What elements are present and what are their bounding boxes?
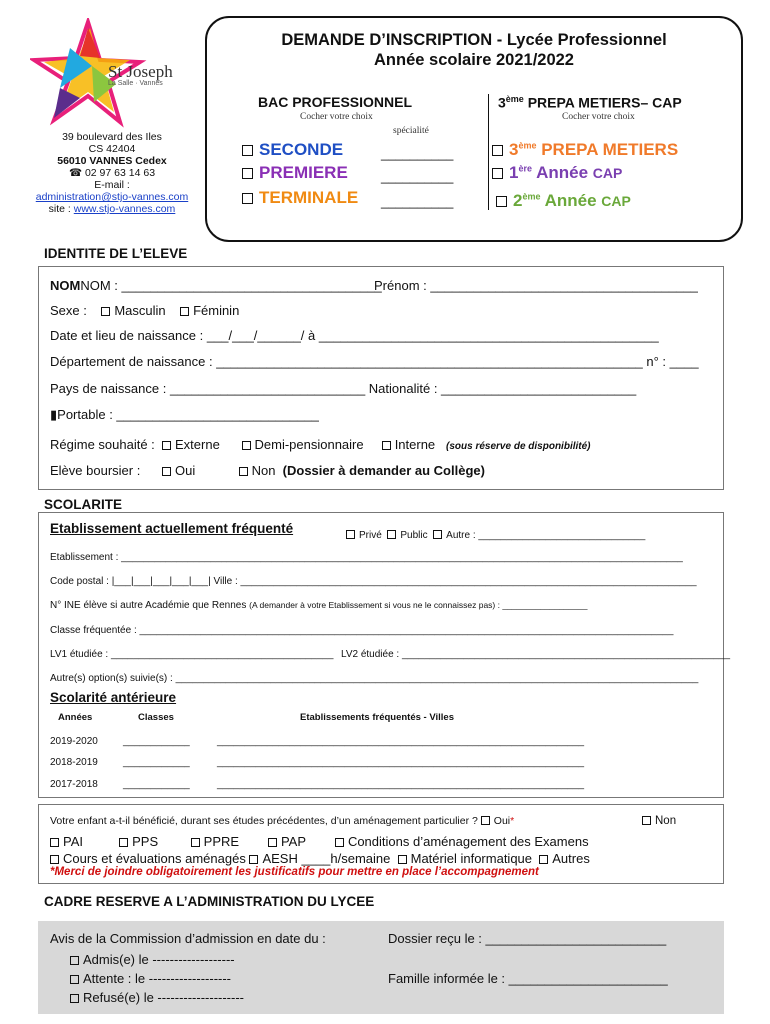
history-row[interactable]: 2019-2020 ____________ __________________________________________________________________ — [50, 736, 585, 747]
option-prepa-metiers[interactable]: 3ème PREPA METIERS — [492, 140, 678, 160]
lv1-field[interactable]: LV1 étudiée : ________________________________________ — [50, 649, 334, 660]
classe-field[interactable]: Classe fréquentée : ________________________________________________________________________________________________ — [50, 625, 674, 636]
option-terminale[interactable]: TERMINALE — [242, 188, 358, 208]
admin-admis: Admis(e) le ------------------- — [70, 952, 235, 967]
logo-name: St Joseph — [108, 62, 173, 81]
col-annees: Années — [58, 712, 93, 723]
option-seconde[interactable]: SECONDE — [242, 140, 343, 160]
admin-title: CADRE RESERVE A L’ADMINISTRATION DU LYCEE — [44, 894, 375, 909]
portable-field[interactable]: ▮Portable : ____________________________ — [50, 407, 319, 422]
amenagement-row2: Cours et évaluations aménagés AESH ____h/semaine Matériel informatique Autres — [50, 851, 590, 866]
terminale-specialite-blank[interactable]: __________ — [381, 194, 454, 209]
materiel-checkbox[interactable] — [398, 855, 407, 864]
premiere-checkbox[interactable] — [242, 168, 253, 179]
address-email-label: E-mail : — [94, 179, 130, 191]
address-phone: ☎ 02 97 63 14 63 — [68, 167, 156, 179]
departement-field[interactable]: Département de naissance : ___________________________________________________________ n° : ____ — [50, 354, 699, 369]
terminale-checkbox[interactable] — [242, 193, 253, 204]
logo-subname: La Salle · Vannes — [108, 80, 163, 87]
amenagement-oui-checkbox[interactable] — [481, 816, 490, 825]
premiere-specialite-blank[interactable]: __________ — [381, 169, 454, 184]
identite-box — [38, 266, 724, 490]
amenagement-row1: PAI PPS PPRE PAP Conditions d’aménagement des Examens — [50, 834, 589, 849]
conditions-checkbox[interactable] — [335, 838, 344, 847]
address-block — [12, 131, 212, 215]
lv2-field[interactable]: LV2 étudiée : ___________________________________________________________ — [341, 649, 731, 660]
autre-checkbox[interactable] — [433, 530, 442, 539]
address-city: 56010 VANNES Cedex — [57, 155, 167, 167]
cap1-checkbox[interactable] — [492, 168, 503, 179]
pays-field[interactable]: Pays de naissance : ___________________________ Nationalité : ___________________________ — [50, 381, 637, 396]
public-checkbox[interactable] — [387, 530, 396, 539]
col-classes: Classes — [138, 712, 174, 723]
seconde-checkbox[interactable] — [242, 145, 253, 156]
phone-icon: ▮ — [50, 407, 58, 422]
scolarite-title: SCOLARITE — [44, 497, 123, 512]
etab-actuel-title: Etablissement actuellement fréquenté — [50, 521, 294, 536]
code-postal-field[interactable]: Code postal : |___|___|___|___|___| Ville : __________________________________________________________________________________ — [50, 576, 697, 587]
admin-avis: Avis de la Commission d’admission en date du : — [50, 931, 326, 946]
autres-checkbox[interactable] — [539, 855, 548, 864]
type-etab-row: Privé Public Autre : ______________________________ — [346, 530, 645, 541]
anterieure-title: Scolarité antérieure — [50, 690, 177, 705]
amenagement-note: *Merci de joindre obligatoirement les justificatifs pour mettre en place l’accompagnement — [50, 866, 539, 878]
specialite-label: spécialité — [393, 126, 429, 136]
bac-hint: Cocher votre choix — [300, 112, 373, 122]
sexe-row: Sexe : Masculin Féminin — [50, 303, 240, 318]
externe-checkbox[interactable] — [162, 441, 171, 450]
form-title-line1: DEMANDE D’INSCRIPTION - Lycée Professionnel — [281, 31, 667, 49]
pai-checkbox[interactable] — [50, 838, 59, 847]
address-street: 39 boulevard des Iles — [62, 131, 162, 143]
address-cs: CS 42404 — [88, 143, 136, 155]
ine-field[interactable]: N° INE élève si autre Académie que Rennes (A demander à votre Etablissement si vous ne le connaissez pas) : __________________ — [50, 600, 588, 611]
prepa-checkbox[interactable] — [492, 145, 503, 156]
form-title — [205, 30, 743, 70]
interne-checkbox[interactable] — [382, 441, 391, 450]
attente-checkbox[interactable] — [70, 975, 79, 984]
cours-checkbox[interactable] — [50, 855, 59, 864]
prepa-hint: Cocher votre choix — [562, 112, 635, 122]
masculin-checkbox[interactable] — [101, 307, 110, 316]
email-link[interactable]: administration@stjo-vannes.com — [35, 191, 189, 203]
aesh-checkbox[interactable] — [249, 855, 258, 864]
pps-checkbox[interactable] — [119, 838, 128, 847]
pap-checkbox[interactable] — [268, 838, 277, 847]
naissance-field[interactable]: Date et lieu de naissance : ___/___/______/ à _______________________________________________ — [50, 328, 659, 343]
nom-field[interactable]: NOMNOM : ____________________________________ — [50, 278, 382, 293]
amenagement-question: Votre enfant a-t-il bénéficié, durant ses études précédentes, d’un aménagement particulier ? Oui* — [50, 815, 515, 827]
seconde-specialite-blank[interactable]: __________ — [381, 146, 454, 161]
admin-dossier: Dossier reçu le : _________________________ — [388, 931, 667, 946]
refuse-checkbox[interactable] — [70, 994, 79, 1003]
header-divider — [488, 94, 489, 210]
col-etablissements: Etablissements fréquentés - Villes — [300, 712, 454, 723]
boursier-row: Elève boursier : Oui Non (Dossier à demander au Collège) — [50, 463, 485, 478]
prive-checkbox[interactable] — [346, 530, 355, 539]
admin-refuse: Refusé(e) le -------------------- — [70, 990, 244, 1005]
prepa-title: 3ème PREPA METIERS– CAP — [498, 94, 682, 111]
cap2-checkbox[interactable] — [496, 196, 507, 207]
prenom-field[interactable]: Prénom : _____________________________________ — [374, 278, 698, 293]
boursier-oui-checkbox[interactable] — [162, 467, 171, 476]
demi-checkbox[interactable] — [242, 441, 251, 450]
site-label: site : — [48, 203, 74, 215]
identite-title: IDENTITE DE L’ELEVE — [44, 246, 188, 261]
etablissement-field[interactable]: Etablissement : _____________________________________________________________________________________________________ — [50, 552, 683, 563]
option-cap-2[interactable]: 2ème Année CAP — [496, 191, 631, 211]
history-row[interactable]: 2017-2018 ____________ __________________________________________________________________ — [50, 779, 585, 790]
history-row[interactable]: 2018-2019 ____________ __________________________________________________________________ — [50, 757, 585, 768]
site-link[interactable]: www.stjo-vannes.com — [73, 203, 176, 215]
form-title-line2: Année scolaire 2021/2022 — [374, 51, 574, 69]
boursier-non-checkbox[interactable] — [239, 467, 248, 476]
admin-famille: Famille informée le : ______________________ — [388, 971, 668, 986]
amenagement-non: Non — [642, 815, 676, 827]
option-premiere[interactable]: PREMIERE — [242, 163, 348, 183]
bac-title: BAC PROFESSIONNEL — [258, 94, 413, 110]
options-field[interactable]: Autre(s) option(s) suivie(s) : ______________________________________________________________________________________________ — [50, 673, 699, 684]
feminin-checkbox[interactable] — [180, 307, 189, 316]
admis-checkbox[interactable] — [70, 956, 79, 965]
ppre-checkbox[interactable] — [191, 838, 200, 847]
regime-row: Régime souhaité : Externe Demi-pensionnaire Interne (sous réserve de disponibilité) — [50, 437, 591, 452]
option-cap-1[interactable]: 1ère Année CAP — [492, 163, 622, 183]
admin-attente: Attente : le ------------------- — [70, 971, 231, 986]
amenagement-non-checkbox[interactable] — [642, 816, 651, 825]
